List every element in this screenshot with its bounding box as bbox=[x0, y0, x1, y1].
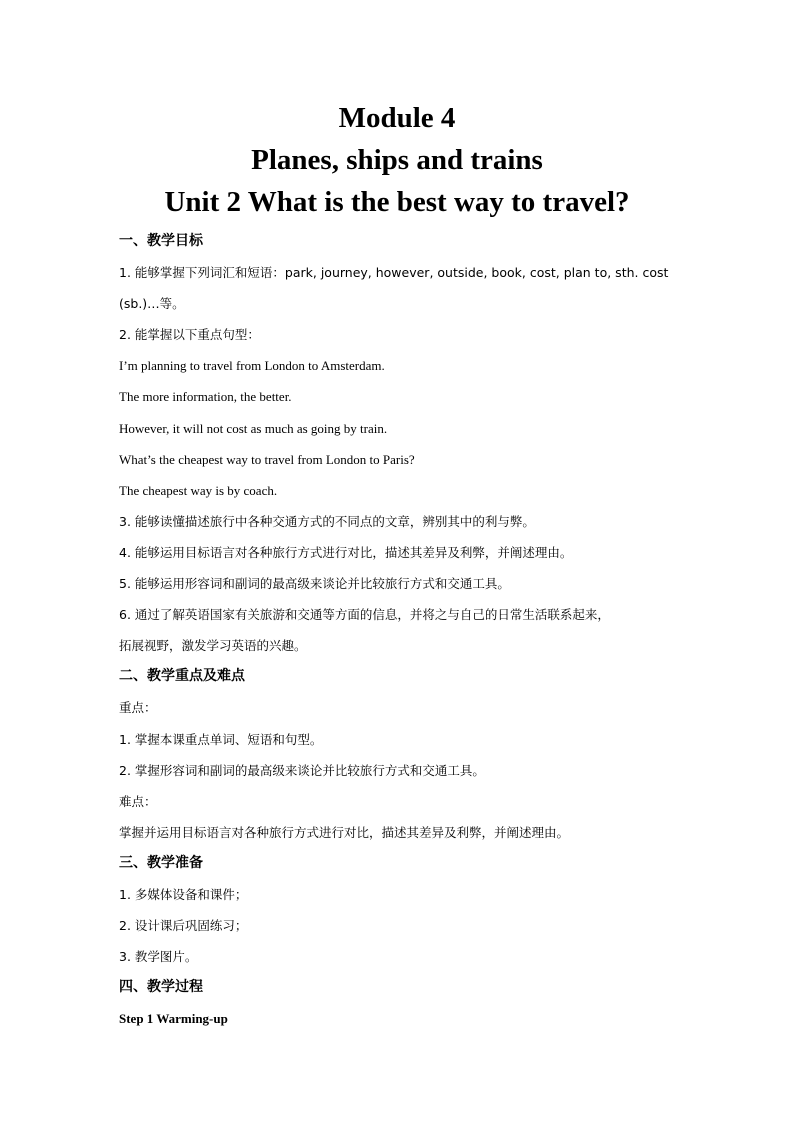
key-point-1: 1. 掌握本课重点单词、短语和句型。 bbox=[119, 731, 323, 747]
unit-title: Unit 2 What is the best way to travel? bbox=[164, 186, 630, 218]
objective-1-line-1: 1. 能够掌握下列词汇和短语：park, journey, however, outside, book, cost, plan to, sth. cost bbox=[119, 265, 669, 281]
section-heading-preparation: 三、教学准备 bbox=[119, 854, 203, 871]
difficulty-label: 难点： bbox=[119, 793, 157, 809]
section-heading-key-points: 二、教学重点及难点 bbox=[119, 668, 245, 685]
key-point-2: 2. 掌握形容词和副词的最高级来谈论并比较旅行方式和交通工具。 bbox=[119, 762, 485, 778]
objective-1-line-2: (sb.)…等。 bbox=[119, 296, 185, 312]
module-title: Module 4 bbox=[338, 102, 456, 134]
key-points-label: 重点： bbox=[119, 700, 157, 716]
difficulty-1: 掌握并运用目标语言对各种旅行方式进行对比，描述其差异及利弊，并阐述理由。 bbox=[119, 824, 570, 840]
objective-3: 3. 能够读懂描述旅行中各种交通方式的不同点的文章，辨别其中的利与弊。 bbox=[119, 513, 535, 529]
objective-6-line-2: 拓展视野，激发学习英语的兴趣。 bbox=[119, 638, 307, 654]
step-1-heading: Step 1 Warming-up bbox=[119, 1011, 228, 1027]
objective-2: 2. 能掌握以下重点句型： bbox=[119, 327, 260, 343]
lesson-plan-body bbox=[119, 226, 679, 1034]
preparation-2: 2. 设计课后巩固练习； bbox=[119, 918, 248, 934]
section-heading-objectives: 一、教学目标 bbox=[119, 233, 203, 249]
key-sentence-1: I’m planning to travel from London to Amsterdam. bbox=[119, 358, 385, 374]
objective-4: 4. 能够运用目标语言对各种旅行方式进行对比，描述其差异及利弊，并阐述理由。 bbox=[119, 544, 573, 560]
key-sentence-5: The cheapest way is by coach. bbox=[119, 482, 278, 498]
key-sentence-4: What’s the cheapest way to travel from London to Paris? bbox=[119, 451, 415, 467]
key-sentence-2: The more information, the better. bbox=[119, 389, 292, 405]
section-heading-process: 四、教学过程 bbox=[119, 979, 203, 996]
preparation-3: 3. 教学图片。 bbox=[119, 949, 198, 965]
objective-6-line-1: 6. 通过了解英语国家有关旅游和交通等方面的信息，并将之与自己的日常生活联系起来， bbox=[119, 607, 610, 623]
module-topic: Planes, ships and trains bbox=[251, 144, 543, 176]
preparation-1: 1. 多媒体设备和课件； bbox=[119, 886, 248, 902]
objective-5: 5. 能够运用形容词和副词的最高级来谈论并比较旅行方式和交通工具。 bbox=[119, 576, 510, 592]
key-sentence-3: However, it will not cost as much as going by train. bbox=[119, 420, 388, 436]
